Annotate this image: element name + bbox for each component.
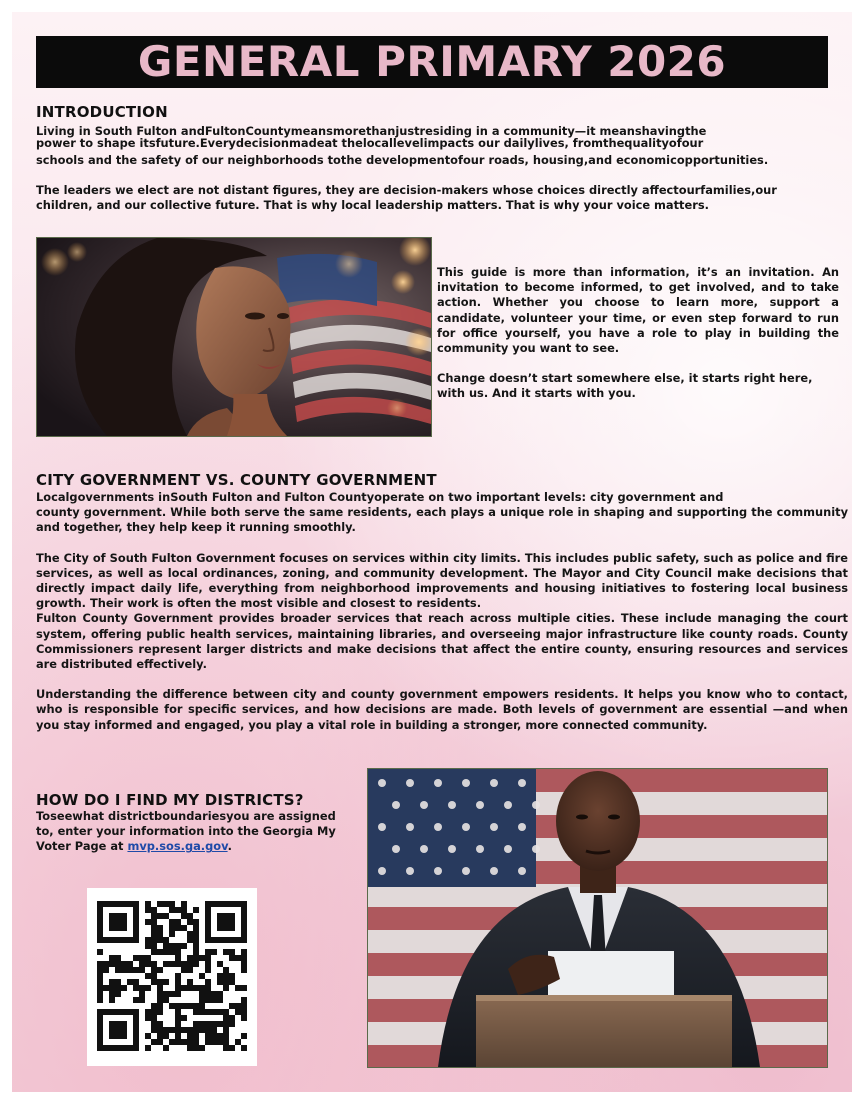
qr-code-image <box>87 888 257 1066</box>
page-title: GENERAL PRIMARY 2026 <box>137 37 727 86</box>
voter-ballot-photo <box>367 768 828 1068</box>
government-heading: CITY GOVERNMENT VS. COUNTY GOVERNMENT <box>36 471 437 489</box>
government-text <box>36 490 848 733</box>
intro-line-1: Living in South Fulton andFultonCountymeansmorethanjustresiding in a community—it meanshavingthe <box>36 124 707 138</box>
intro-line-2: power to shape itsfuture.Everydecisionmadeat thelocallevelimpacts our dailylives, fromthequalityofour <box>36 136 704 150</box>
woman-flag-photo <box>36 237 432 437</box>
invitation-paragraph-1: This guide is more than information, it’s an invitation. An invitation to become informed, to get involved, and to take action. Whether you choose to learn more, support a candidate, volunteer your time, or even step forward to run for office yourself, you have a role to play in building the community you want to see. <box>437 265 839 356</box>
districts-period: . <box>227 839 232 854</box>
intro-heading: INTRODUCTION <box>36 103 168 121</box>
flyer-page <box>12 12 852 1092</box>
government-paragraph-1-rest: county government. While both serve the same residents, each plays a unique role in shaping and supporting the community and together, they help keep it running smoothly. <box>36 505 848 535</box>
county-government-paragraph: Fulton County Government provides broader services that reach across multiple cities. These include managing the court system, offering public health services, maintaining libraries, and overseeing major infrastructure like county roads. County Commissioners represent larger districts and make decisions that affect the entire county, ensuring resources and services are distributed effectively. <box>36 611 848 672</box>
intro-paragraph-2: The leaders we elect are not distant figures, they are decision-makers whose choices directly affectourfamilies,our children, and our collective future. That is why local leadership matters. That is why your voice matters. <box>36 183 777 213</box>
voter-page-link[interactable]: mvp.sos.ga.gov <box>127 839 228 854</box>
government-summary-paragraph: Understanding the difference between city and county government empowers residents. It helps you know who to contact, who is responsible for specific services, and how decisions are made. Both levels of government are essential —and when you stay informed and engaged, you play a vital role in building a stronger, more connected community. <box>36 687 848 732</box>
invitation-paragraph-2: Change doesn’t start somewhere else, it starts right here, with us. And it starts with you. <box>437 371 813 401</box>
districts-instructions: Toseewhat districtboundariesyou are assigned to, enter your information into the Georgia My Voter Page at <box>36 809 336 854</box>
title-banner <box>36 36 828 88</box>
qr-code[interactable] <box>87 888 257 1066</box>
districts-heading: HOW DO I FIND MY DISTRICTS? <box>36 791 304 809</box>
woman-portrait-image <box>37 238 431 436</box>
intro-line-3: schools and the safety of our neighborhoods tothe developmentofour roads, housing,and economicopportunities. <box>36 153 769 167</box>
districts-text <box>36 809 346 855</box>
intro-text <box>36 125 836 214</box>
government-line-1: Localgovernments inSouth Fulton and Fulton Countyoperate on two important levels: city government and <box>36 490 724 504</box>
city-government-paragraph: The City of South Fulton Government focuses on services within city limits. This includes public safety, such as police and fire services, as well as local ordinances, zoning, and community development. The Mayor and City Council make decisions that directly impact daily life, everything from neighborhood improvements and housing initiatives to fostering local business growth. Their work is often the most visible and closest to residents. <box>36 550 848 611</box>
invitation-text <box>437 265 839 402</box>
man-ballot-image <box>368 769 827 1067</box>
